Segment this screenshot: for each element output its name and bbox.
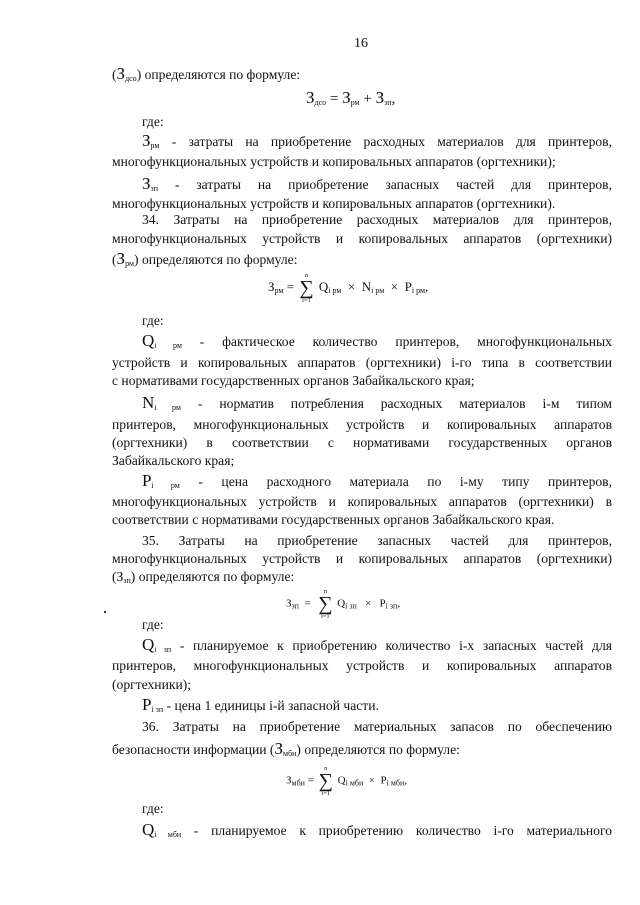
- symbol: З: [116, 569, 124, 584]
- def-n-line2: принтеров, многофункциональных устройств и копировальных аппаратов: [112, 417, 612, 432]
- f-sym: Q: [318, 278, 329, 294]
- f-op: +: [363, 91, 372, 107]
- where-label: где:: [142, 114, 164, 129]
- f-sym: З: [306, 88, 315, 107]
- f-op: ,: [404, 774, 407, 787]
- f-sub: рм: [350, 98, 360, 107]
- def-text: - норматив потребления расходных материалов i-м типом: [197, 396, 612, 411]
- subscript: мби: [283, 749, 297, 758]
- f-sym: P: [404, 278, 412, 294]
- sum-symbol: ∑: [318, 593, 333, 615]
- f-op: ,: [391, 91, 396, 107]
- paren: (: [112, 569, 117, 584]
- f-op: ×: [365, 597, 372, 610]
- f-sub: рм: [274, 285, 284, 295]
- def-sub: рм: [150, 141, 160, 150]
- def-p-line3: соответствии с нормативами государственных органов Забайкальского края.: [112, 512, 555, 527]
- f-sym: З: [342, 88, 351, 107]
- f-sym: З: [286, 597, 292, 610]
- f-op: =: [307, 774, 314, 787]
- sum-sign: [319, 765, 333, 797]
- p34-line1: 34. Затраты на приобретение расходных материалов для принтеров,: [142, 212, 612, 227]
- sum-top: n: [304, 272, 309, 279]
- def-sym: P: [142, 695, 152, 714]
- def-n-line1: [142, 395, 612, 416]
- f-op: ×: [390, 278, 399, 294]
- def-text: - затраты на приобретение расходных материалов для принтеров,: [171, 134, 612, 149]
- f-op: ×: [347, 278, 356, 294]
- f-sub: дсо: [314, 98, 327, 107]
- symbol: З: [116, 249, 126, 268]
- f-sym: З: [268, 278, 275, 294]
- sum-bottom: i=1: [320, 613, 330, 620]
- where-label: где:: [142, 801, 164, 816]
- f-sym: З: [286, 774, 292, 787]
- def-sub: i зп: [154, 645, 172, 654]
- subscript: дсо: [125, 74, 137, 83]
- f-sym: З: [375, 88, 385, 107]
- text: ) определяются по формуле:: [134, 252, 298, 267]
- sum-top: n: [324, 765, 328, 772]
- f-sub: i рм: [371, 285, 385, 295]
- text: ) определяются по формуле:: [296, 742, 460, 757]
- symbol: З: [116, 64, 126, 83]
- sum-sign: [318, 588, 332, 620]
- def-text: - фактическое количество принтеров, многофункциональных: [199, 334, 612, 349]
- def-sub: i зп: [151, 705, 164, 714]
- p35-line1: 35. Затраты на приобретение запасных частей для принтеров,: [142, 533, 612, 548]
- formula-rm: [268, 272, 428, 304]
- def-qmbi-line1: [142, 822, 612, 843]
- where-label: где:: [142, 617, 164, 632]
- formula-dso: [306, 88, 395, 108]
- def-p-line1: [142, 473, 612, 494]
- f-sub: зп: [291, 601, 299, 611]
- f-sym: Q: [337, 597, 346, 610]
- def-p-line2: многофункциональных устройств и копировальных аппаратов (оргтехники) в: [112, 494, 612, 509]
- def-rm-line1: [142, 133, 612, 154]
- def-sub: i рм: [154, 341, 182, 350]
- def-qzp-line3: (оргтехники);: [112, 677, 192, 692]
- paren: (: [112, 252, 117, 267]
- formula-zp: [286, 588, 400, 620]
- def-q-line3: с нормативами государственных органов Забайкальского края;: [112, 373, 475, 388]
- text: ) определяются по формуле:: [130, 569, 295, 584]
- paren: (: [112, 67, 117, 82]
- p36-line1: 36. Затраты на приобретение материальных запасов по обеспечению: [142, 719, 612, 734]
- p34-line2: многофункциональных устройств и копировальных аппаратов (оргтехники): [112, 231, 612, 246]
- text: ) определяются по формуле:: [136, 67, 301, 82]
- subscript: рм: [125, 259, 135, 268]
- def-qzp-line1: [142, 637, 612, 658]
- p35-line3: [112, 569, 612, 589]
- sum-symbol: ∑: [299, 277, 314, 299]
- f-sub: i зп: [345, 601, 357, 611]
- def-n-line4: Забайкальского края;: [112, 453, 235, 468]
- def-rm-line2: многофункциональных устройств и копировальных аппаратов (оргтехники);: [112, 154, 556, 169]
- f-sym: Q: [337, 774, 346, 787]
- f-sub: i рм: [328, 285, 342, 295]
- text: безопасности информации (: [112, 742, 275, 757]
- def-sym: N: [142, 393, 155, 412]
- f-sym: P: [380, 774, 387, 787]
- def-sub: i мби: [154, 830, 182, 839]
- sum-bottom: i=1: [321, 790, 331, 797]
- def-qzp-line2: принтеров, многофункциональных устройств и копировальных аппаратов: [112, 658, 612, 673]
- def-n-line3: (оргтехники) в соответствии с нормативами государственных органов: [112, 435, 612, 450]
- f-sub: i рм: [411, 285, 426, 295]
- def-sym: P: [142, 471, 152, 490]
- f-op: =: [304, 597, 311, 610]
- where-label: где:: [142, 313, 164, 328]
- def-zp-line1: [142, 176, 612, 197]
- def-text: - планируемое к приобретению количество i-го материального: [193, 823, 613, 838]
- def-text: - затраты на приобретение запасных частей для принтеров,: [174, 177, 612, 192]
- f-sub: i мби: [386, 778, 405, 788]
- def-sym: Q: [142, 331, 155, 350]
- def-text: - цена 1 единицы i-й запасной части.: [166, 698, 379, 713]
- sum-symbol: ∑: [318, 770, 333, 792]
- sum-sign: [299, 272, 313, 304]
- def-sub: i рм: [154, 403, 181, 412]
- p36-line2: [112, 741, 612, 762]
- p34-line3: [112, 251, 612, 272]
- def-text: - цена расходного материала по i-му типу принтеров,: [198, 474, 613, 489]
- page-number: 16: [354, 36, 368, 51]
- f-sym: P: [379, 597, 386, 610]
- def-q-line1: [142, 333, 612, 354]
- f-op: ,: [425, 278, 429, 294]
- intro-line: [112, 66, 612, 87]
- symbol: З: [274, 739, 283, 758]
- formula-mbi: [286, 765, 407, 797]
- f-sub: i зп: [385, 601, 398, 611]
- subscript: зп: [123, 576, 131, 585]
- def-sym: З: [142, 131, 151, 150]
- def-text: - планируемое к приобретению количество i-х запасных частей для: [179, 638, 612, 653]
- f-op: =: [286, 278, 295, 294]
- def-q-line2: устройств и копировальных аппаратов (оргтехники) i-го типа в соответствии: [112, 355, 612, 370]
- f-sub: зп: [384, 98, 392, 107]
- def-sym: Q: [142, 820, 155, 839]
- f-sym: N: [361, 278, 372, 294]
- def-pzp-line: [142, 697, 612, 718]
- def-sub: i рм: [151, 481, 180, 490]
- f-sub: i мби: [345, 778, 364, 788]
- def-sym: Q: [142, 635, 155, 654]
- f-sub: мби: [291, 778, 305, 788]
- scan-dot: [104, 611, 106, 613]
- sum-top: n: [323, 588, 327, 595]
- f-op: =: [329, 91, 339, 107]
- p35-line2: многофункциональных устройств и копировальных аппаратов (оргтехники): [112, 551, 612, 566]
- f-op: ,: [397, 597, 401, 610]
- def-zp-line2: многофункциональных устройств и копировальных аппаратов (оргтехники).: [112, 196, 556, 211]
- def-sub: зп: [150, 184, 158, 193]
- def-sym: З: [142, 174, 151, 193]
- f-op: ×: [368, 774, 375, 787]
- sum-bottom: i=1: [302, 297, 311, 304]
